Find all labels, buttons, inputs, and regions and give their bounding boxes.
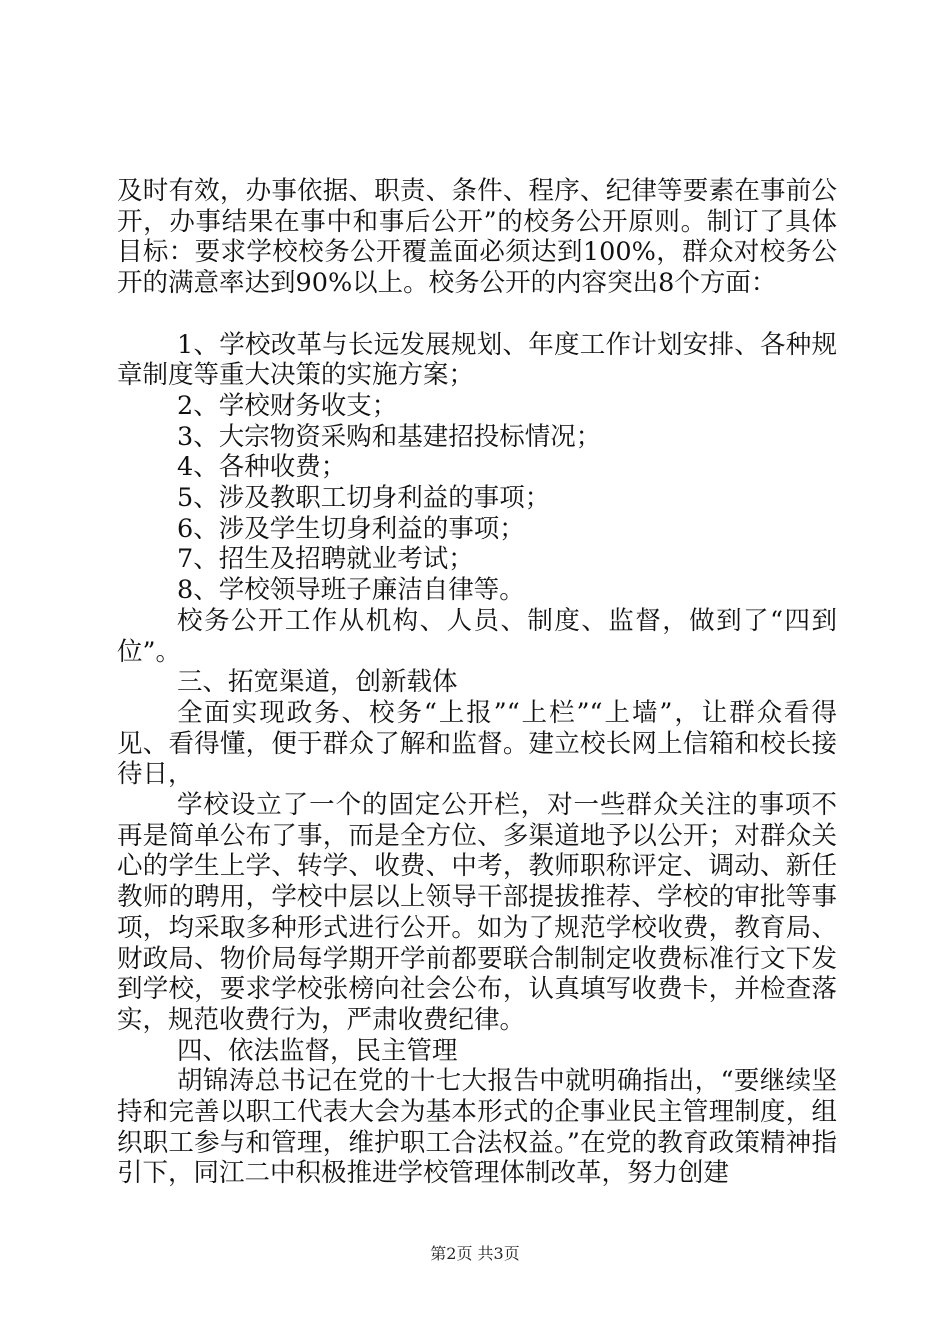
- list-item: 3、大宗物资采购和基建招投标情况；: [177, 421, 602, 452]
- list-item: 8、学校领导班子廉洁自律等。: [177, 575, 525, 606]
- list-item: 7、招生及招聘就业考试；: [177, 544, 474, 575]
- document-body: [117, 176, 837, 1189]
- page-footer: 第2页 共3页: [430, 1244, 520, 1263]
- list-item: 5、涉及教职工切身利益的事项；: [177, 483, 551, 514]
- paragraph: 校务公开工作从机构、人员、制度、监督，做到了“四到位”。: [117, 605, 837, 667]
- paragraph-spacer: [117, 299, 837, 330]
- paragraph: 及时有效，办事依据、职责、条件、程序、纪律等要素在事前公开，办事结果在事中和事后公开”的校务公开原则。制订了具体目标：要求学校校务公开覆盖面必须达到100%，群众对校务公开的满意率达到90%以上。校务公开的内容突出8个方面：: [117, 176, 837, 299]
- section-heading: 四、依法监督，民主管理: [177, 1035, 458, 1066]
- list-item: 2、学校财务收支；: [177, 390, 398, 421]
- paragraph: 全面实现政务、校务“上报”“上栏”“上墙”，让群众看得见、看得懂，便于群众了解和监督。建立校长网上信箱和校长接待日，: [117, 697, 837, 790]
- paragraph: 胡锦涛总书记在党的十七大报告中就明确指出，“要继续坚持和完善以职工代表大会为基本形式的企事业民主管理制度，组织职工参与和管理，维护职工合法权益。”在党的教育政策精神指引下，同江二中积极推进学校管理体制改革，努力创建: [117, 1066, 837, 1189]
- section-heading: 三、拓宽渠道，创新载体: [177, 667, 458, 698]
- list-item: 1、学校改革与长远发展规划、年度工作计划安排、各种规章制度等重大决策的实施方案；: [117, 329, 837, 391]
- paragraph: 学校设立了一个的固定公开栏，对一些群众关注的事项不再是简单公布了事，而是全方位、多渠道地予以公开；对群众关心的学生上学、转学、收费、中考，教师职称评定、调动、新任教师的聘用，学校中层以上领导干部提拔推荐、学校的审批等事项，均采取多种形式进行公开。如为了规范学校收费，教育局、财政局、物价局每学期开学前都要联合制制定收费标准行文下发到学校，要求学校张榜向社会公布，认真填写收费卡，并检查落实，规范收费行为，严肃收费纪律。: [117, 790, 837, 1035]
- list-item: 6、涉及学生切身利益的事项；: [177, 513, 525, 544]
- list-item: 4、各种收费；: [177, 452, 347, 483]
